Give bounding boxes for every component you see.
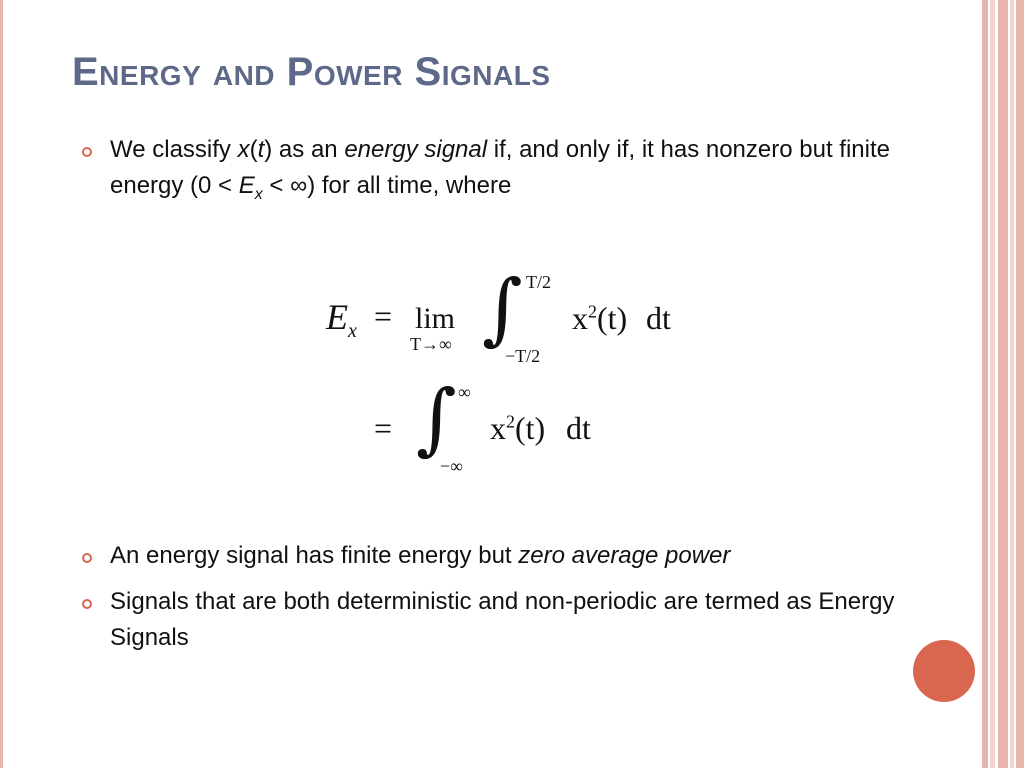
text-run: ( [249,136,258,163]
integral-sign: ∫ [482,264,523,354]
bullet-icon [82,599,92,609]
limit-operator: lim [415,302,456,335]
stripe [1010,0,1014,768]
energy-symbol [326,296,357,343]
lower-limit: −∞ [440,456,463,476]
decorative-stripes [976,0,1024,768]
text-run: < ∞) for all time, where [262,172,512,199]
text-run: E [238,172,255,199]
emphasis-text: energy signal [344,136,488,163]
text-run: 2 [506,411,515,432]
bullet-icon [82,147,92,157]
left-border [0,0,3,768]
text-run: An energy signal has finite energy but [110,542,519,569]
bullet-text-1 [110,132,950,213]
lower-limit: −T/2 [505,346,541,366]
differential: dt [646,300,671,336]
text-run: x [237,136,250,163]
text-run: 2 [588,301,597,322]
text-run: t [257,136,265,163]
bullet-text-3: Signals that are both deterministic and non-periodic are termed as Energy Signals [110,588,895,651]
text-run: (t) [597,300,628,336]
stripe [998,0,1008,768]
text-run: x [490,410,506,446]
text-run: x [254,185,263,203]
emphasis-text: zero average power [518,542,731,569]
stripe [982,0,988,768]
slide-title: Energy and Power Signals [72,50,551,94]
stripe [1016,0,1024,768]
upper-limit: ∞ [458,382,471,402]
text-run: as an [272,136,345,163]
stripe [990,0,995,768]
text-run: We classify [110,136,238,163]
limit-subscript: T→∞ [410,334,452,354]
text-run: E [326,297,348,337]
text-run: (t) [515,410,546,446]
differential: dt [566,410,591,446]
upper-limit: T/2 [526,272,551,292]
text-run: if, and only if, it has nonzero but finite energy (0 < [110,136,890,199]
integrand [572,300,627,337]
bullet-icon [82,553,92,563]
integrand [490,410,545,447]
text-run: x [348,320,357,343]
equals-sign: = [374,410,393,446]
text-run: x [572,300,588,336]
equals-sign: = [374,298,393,334]
integral-sign: ∫ [416,374,457,464]
bullet-text-2 [110,538,950,574]
text-run: ) [264,136,273,163]
